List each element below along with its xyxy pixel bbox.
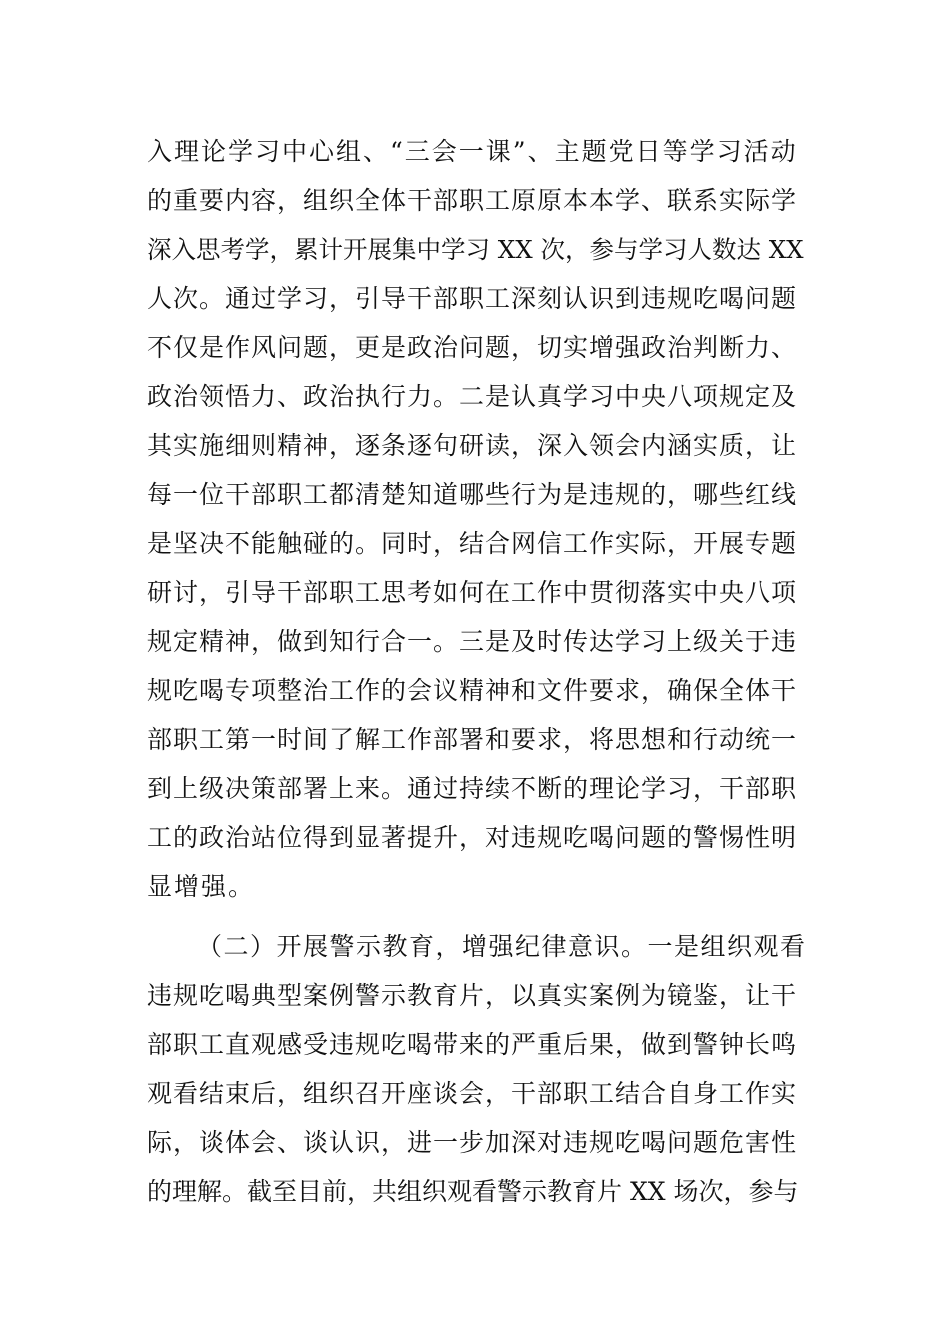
text-line: 研讨，引导干部职工思考如何在工作中贯彻落实中央八项 (147, 578, 798, 607)
text-line: 是坚决不能触碰的。同时，结合网信工作实际，开展专题 (147, 529, 798, 558)
text-line: 人次。通过学习，引导干部职工深刻认识到违规吃喝问题 (147, 284, 798, 313)
text-line: 到上级决策部署上来。通过持续不断的理论学习，干部职 (147, 774, 798, 803)
text-line: 深入思考学，累计开展集中学习 XX 次，参与学习人数达 XX (147, 235, 804, 264)
text-line: 部职工直观感受违规吃喝带来的严重后果，做到警钟长鸣 (147, 1030, 798, 1059)
text-line: 入理论学习中心组、“三会一课”、主题党日等学习活动 (147, 137, 798, 166)
text-line: 其实施细则精神，逐条逐句研读，深入领会内涵实质，让 (147, 431, 798, 460)
text-line: 的重要内容，组织全体干部职工原原本本学、联系实际学 (147, 186, 798, 215)
text-line: 的理解。截至目前，共组织观看警示教育片 XX 场次，参与 (147, 1177, 799, 1206)
text-line: 规吃喝专项整治工作的会议精神和文件要求，确保全体干 (147, 676, 798, 705)
text-line: 规定精神，做到知行合一。三是及时传达学习上级关于违 (147, 627, 798, 656)
text-line: 违规吃喝典型案例警示教育片，以真实案例为镜鉴，让干 (147, 981, 798, 1010)
text-line: 政治领悟力、政治执行力。二是认真学习中央八项规定及 (147, 382, 798, 411)
text-line: 观看结束后，组织召开座谈会，干部职工结合自身工作实 (147, 1079, 798, 1108)
text-line: 工的政治站位得到显著提升，对违规吃喝问题的警惕性明 (147, 823, 798, 852)
text-line: 际，谈体会、谈认识，进一步加深对违规吃喝问题危害性 (147, 1128, 798, 1157)
text-line: 不仅是作风问题，更是政治问题，切实增强政治判断力、 (147, 333, 798, 362)
text-line: 每一位干部职工都清楚知道哪些行为是违规的，哪些红线 (147, 480, 798, 509)
text-line: 显增强。 (147, 872, 256, 901)
text-line: 部职工第一时间了解工作部署和要求，将思想和行动统一 (147, 725, 798, 754)
section-heading-line: （二）开展警示教育，增强纪律意识。一是组织观看 (197, 932, 807, 961)
